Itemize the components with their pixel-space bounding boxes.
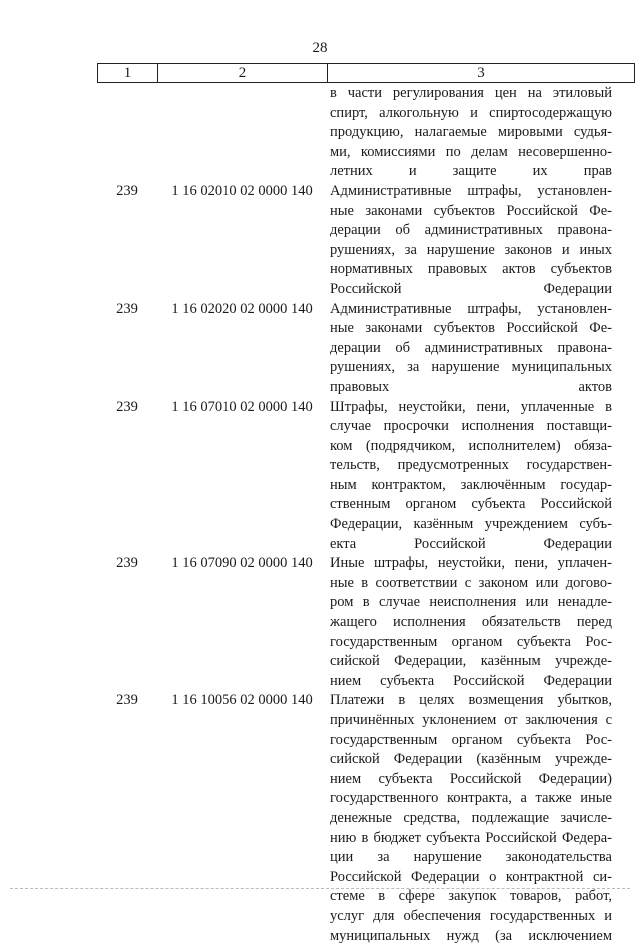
table-body — [0, 84, 640, 946]
table-row — [0, 398, 640, 555]
table-row — [0, 691, 640, 946]
page-footer-line — [10, 888, 630, 891]
description-line: причинённых уклонением от заключения с — [330, 712, 612, 728]
description-cell — [330, 398, 612, 555]
description-cell — [330, 691, 612, 946]
revenue-code-cell: 1 16 02020 02 0000 140 — [171, 300, 313, 317]
description-line: ные законами субъектов Российской Фе- — [330, 320, 612, 337]
admin-code-cell: 239 — [116, 300, 138, 317]
description-line: ным контрактом, заключённым государ- — [330, 476, 612, 493]
description-line: услуг для обеспечения государственных и — [330, 907, 612, 924]
description-line: Административные штрафы, установлен- — [330, 300, 612, 317]
header-col-2: 2 — [158, 64, 328, 82]
description-line: Административные штрафы, установлен- — [330, 182, 612, 199]
description-line: нием субъекта Российской Федерации) — [330, 770, 612, 787]
description-line: случае просрочки исполнения поставщи- — [330, 418, 612, 435]
description-line: сийской Федерации (казённым учрежде- — [330, 751, 612, 768]
description-line: продукцию, налагаемые мировыми судья- — [330, 124, 612, 141]
table-row — [0, 554, 640, 691]
description-line: Платежи в целях возмещения убытков, — [330, 692, 612, 709]
admin-code-cell: 239 — [116, 182, 138, 199]
description-line: ром в случае неисполнения или ненадле- — [330, 594, 612, 611]
description-line: тельств, предусмотренных государствен- — [330, 457, 612, 474]
description-line: ственным органом субъекта Российской — [330, 496, 612, 513]
revenue-code-cell: 1 16 07090 02 0000 140 — [171, 555, 313, 572]
description-cell — [330, 554, 612, 691]
description-line: Федерации, казённым учреждением субъ- — [330, 516, 612, 533]
description-line: Российской Федерации о контрактной си- — [330, 868, 612, 885]
table-header — [97, 63, 635, 83]
description-line: дерации об административных правона- — [330, 339, 612, 356]
header-col-3: 3 — [477, 64, 485, 81]
admin-code-cell: 239 — [116, 692, 138, 709]
table-row — [0, 182, 640, 300]
description-line: жащего исполнения обязательств перед — [330, 614, 612, 631]
description-line: государственным органом субъекта Рос- — [330, 731, 612, 748]
description-line: нием субъекта Российской Федерации — [330, 672, 612, 689]
description-line: ные законами субъектов Российской Фе- — [330, 202, 612, 219]
table-row — [0, 300, 640, 398]
revenue-code-cell: 1 16 02010 02 0000 140 — [171, 182, 313, 199]
description-line: спирт, алкогольную и спиртосодержащую — [330, 104, 612, 121]
description-line: государственного контракта, а также иные — [330, 790, 612, 807]
description-line: ные в соответствии с законом или догово- — [330, 574, 612, 591]
admin-code-cell: 239 — [116, 398, 138, 415]
header-col-1: 1 — [98, 64, 158, 82]
description-line: в части регулирования цен на этиловый — [330, 85, 612, 101]
revenue-code-cell: 1 16 07010 02 0000 140 — [171, 398, 313, 415]
description-line: Иные штрафы, неустойки, пени, уплачен- — [330, 555, 612, 572]
description-line: рушениях, за нарушение законов и иных — [330, 241, 612, 258]
revenue-code-cell: 1 16 10056 02 0000 140 — [171, 692, 313, 709]
description-line: нормативных правовых актов субъектов — [330, 261, 612, 278]
table-row — [0, 84, 640, 182]
description-line: сийской Федерации, казённым учрежде- — [330, 653, 612, 670]
description-line: денежные средства, подлежащие зачисле- — [330, 809, 612, 826]
page-number: 28 — [312, 40, 328, 56]
description-cell — [330, 182, 612, 300]
description-line: правовых актов — [330, 378, 612, 395]
description-line: ком (подрядчиком, исполнителем) обяза- — [330, 437, 612, 454]
description-line: рушениях, за нарушение муниципальных — [330, 359, 612, 376]
description-line: государственным органом субъекта Рос- — [330, 633, 612, 650]
description-cell — [330, 300, 612, 398]
description-line: ми, комиссиями по делам несовершенно- — [330, 143, 612, 160]
description-line: летних и защите их прав — [330, 163, 612, 180]
description-line: екта Российской Федерации — [330, 535, 612, 552]
description-cell — [330, 84, 612, 182]
description-line: Российской Федерации — [330, 280, 612, 297]
description-line: Штрафы, неустойки, пени, уплаченные в — [330, 398, 612, 415]
description-line: ции за нарушение законодательства — [330, 849, 612, 866]
description-line: муниципальных нужд (за исключением — [330, 927, 612, 944]
description-line: дерации об административных правона- — [330, 222, 612, 239]
description-line: стеме в сфере закупок товаров, работ, — [330, 888, 612, 905]
description-line: нию в бюджет субъекта Российской Федера- — [330, 829, 612, 846]
admin-code-cell: 239 — [116, 555, 138, 572]
